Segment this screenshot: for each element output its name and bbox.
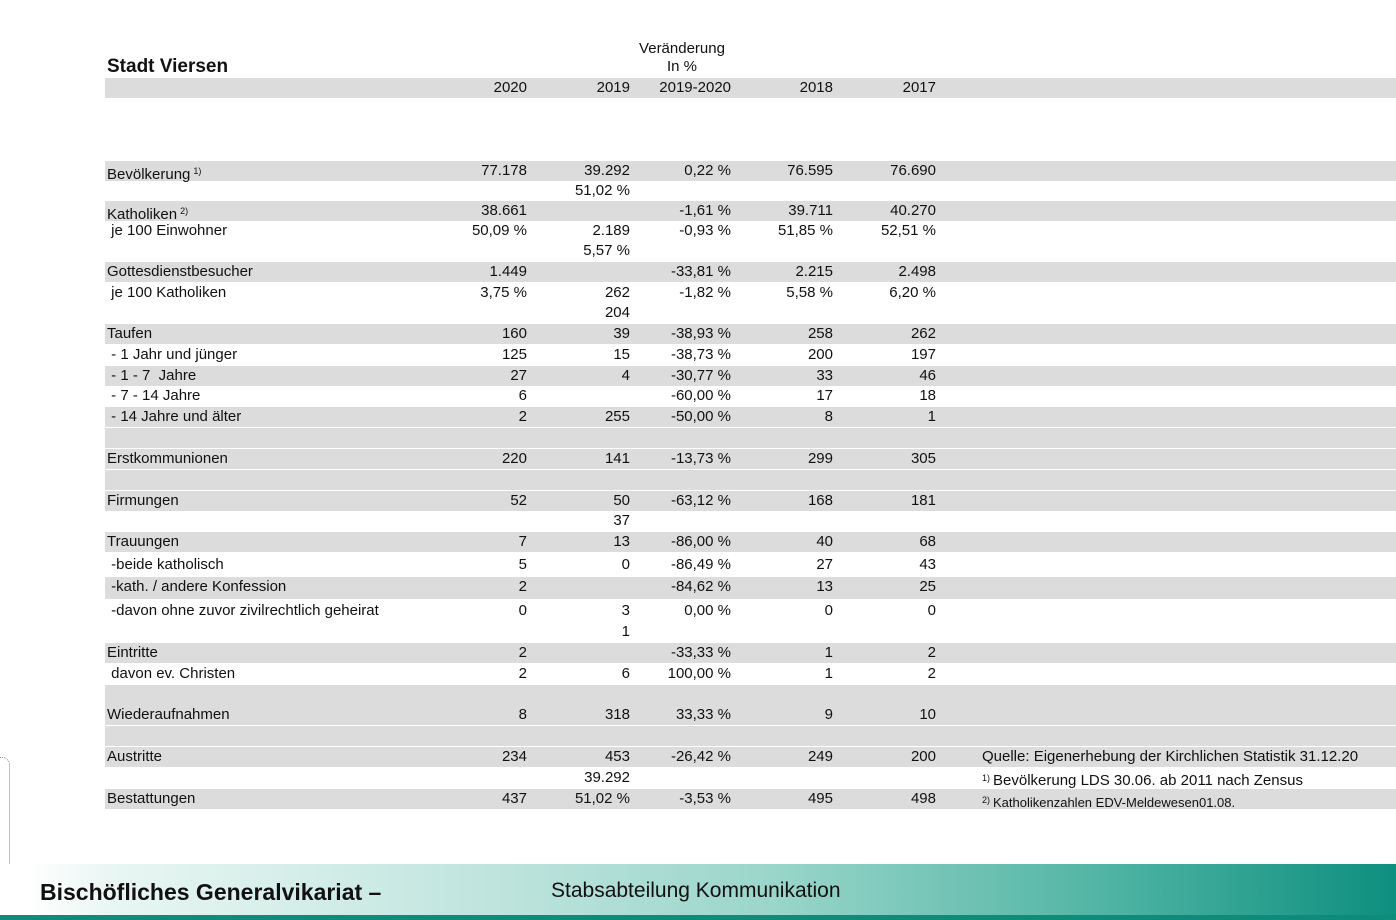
row-label xyxy=(107,747,162,767)
row-band xyxy=(105,532,1396,552)
value-2017: 25 xyxy=(919,578,936,595)
value-2018: 17 xyxy=(816,387,833,404)
row-label xyxy=(107,324,152,344)
row-label-text: -kath. / andere Konfession xyxy=(107,578,287,595)
value-2019: 5,57 % xyxy=(583,242,630,259)
row-label-text: Trauungen xyxy=(107,533,179,550)
header-2020: 2020 xyxy=(493,79,527,96)
value-2018: 33 xyxy=(816,367,833,384)
row-band xyxy=(105,201,1396,221)
row-label-text: - 14 Jahre und älter xyxy=(107,408,242,425)
row-label xyxy=(107,577,286,597)
spacer-band xyxy=(105,428,1396,448)
value-2019: 50 xyxy=(613,492,630,509)
value-change: -1,61 % xyxy=(679,202,731,219)
value-2019: 37 xyxy=(613,512,630,529)
spacer-band xyxy=(105,726,1396,746)
value-2017: 197 xyxy=(910,346,936,363)
value-2020: 50,09 % xyxy=(471,222,527,239)
footnote-2-text: Katholikenzahlen EDV-Meldewesen01.08. xyxy=(993,795,1236,810)
row-label-text: je 100 Einwohner xyxy=(107,222,228,239)
value-2018: 40 xyxy=(816,533,833,550)
value-change: 100,00 % xyxy=(667,665,731,682)
row-label xyxy=(107,491,179,511)
value-2019: 39.292 xyxy=(584,769,630,786)
value-2020: 2 xyxy=(518,665,527,682)
value-2020: 437 xyxy=(501,790,527,807)
value-2020: 1.449 xyxy=(489,263,527,280)
value-change: -33,33 % xyxy=(670,644,731,661)
value-2018: 76.595 xyxy=(787,162,833,179)
value-2018: 5,58 % xyxy=(786,284,833,301)
spacer-band xyxy=(105,470,1396,490)
value-2018: 9 xyxy=(824,706,833,723)
change-header-line1: Veränderung xyxy=(639,40,725,57)
value-change: -38,93 % xyxy=(670,325,731,342)
value-change: -60,00 % xyxy=(670,387,731,404)
value-2018: 2.215 xyxy=(795,263,833,280)
row-label-text: Bevölkerung xyxy=(107,166,191,183)
footer-department: Stabsabteilung Kommunikation xyxy=(551,879,841,902)
row-band xyxy=(105,161,1396,181)
value-2020: 160 xyxy=(501,325,527,342)
row-label xyxy=(107,601,379,621)
value-change: 0,22 % xyxy=(684,162,731,179)
footnote-mark: 2) xyxy=(180,206,189,216)
value-2018: 249 xyxy=(807,748,833,765)
value-change: 0,00 % xyxy=(684,602,731,619)
row-band xyxy=(105,449,1396,469)
value-2018: 1 xyxy=(824,665,833,682)
value-2019: 15 xyxy=(613,346,630,363)
footnote-1 xyxy=(982,768,1303,791)
value-2020: 8 xyxy=(518,706,527,723)
value-2017: 76.690 xyxy=(890,162,936,179)
row-band xyxy=(105,643,1396,663)
row-label xyxy=(107,221,227,241)
value-2019: 453 xyxy=(604,748,630,765)
value-2020: 6 xyxy=(518,387,527,404)
value-2019: 2.189 xyxy=(592,222,630,239)
row-band xyxy=(105,577,1396,599)
row-band xyxy=(105,324,1396,344)
value-2019: 318 xyxy=(604,706,630,723)
value-2020: 220 xyxy=(501,450,527,467)
value-2019: 1 xyxy=(621,623,630,640)
value-2018: 299 xyxy=(807,450,833,467)
row-band xyxy=(105,407,1396,427)
row-band xyxy=(105,491,1396,511)
row-label-text: -davon ohne zuvor zivilrechtlich geheirat xyxy=(107,602,379,619)
footer-organization: Bischöfliches Generalvikariat – xyxy=(40,879,382,905)
value-2018: 168 xyxy=(807,492,833,509)
value-2017: 10 xyxy=(919,706,936,723)
value-2017: 305 xyxy=(910,450,936,467)
source-note: Quelle: Eigenerhebung der Kirchlichen Statistik 31.12.20 xyxy=(982,748,1359,765)
row-label xyxy=(107,161,201,185)
value-2018: 8 xyxy=(824,408,833,425)
value-2018: 258 xyxy=(807,325,833,342)
row-label-text: Eintritte xyxy=(107,644,158,661)
change-header xyxy=(630,40,734,76)
value-change: -86,00 % xyxy=(670,533,731,550)
row-label-text: Taufen xyxy=(107,325,153,342)
header-2019: 2019 xyxy=(596,79,630,96)
value-2019: 6 xyxy=(621,665,630,682)
value-2017: 40.270 xyxy=(890,202,936,219)
value-2020: 38.661 xyxy=(481,202,527,219)
value-2019: 0 xyxy=(621,556,630,573)
row-label xyxy=(107,366,196,386)
header-change: 2019-2020 xyxy=(659,79,731,96)
footnote-1-mark: 1) xyxy=(982,773,991,783)
footer-line xyxy=(0,915,1396,920)
value-2020: 27 xyxy=(510,367,527,384)
value-2020: 3,75 % xyxy=(480,284,527,301)
value-2017: 2.498 xyxy=(898,263,936,280)
value-change: -84,62 % xyxy=(670,578,731,595)
row-label-text: -beide katholisch xyxy=(107,556,224,573)
value-2017: 43 xyxy=(919,556,936,573)
value-2017: 181 xyxy=(910,492,936,509)
value-change: -50,00 % xyxy=(670,408,731,425)
row-label-text: - 7 - 14 Jahre xyxy=(107,387,201,404)
value-change: -86,49 % xyxy=(670,556,731,573)
row-label xyxy=(107,345,237,365)
value-change: -3,53 % xyxy=(679,790,731,807)
value-2019: 51,02 % xyxy=(574,182,630,199)
value-2017: 18 xyxy=(919,387,936,404)
row-label-text: - 1 - 7 Jahre xyxy=(107,367,197,384)
value-2019: 39.292 xyxy=(584,162,630,179)
value-2020: 2 xyxy=(518,644,527,661)
value-2019: 3 xyxy=(621,602,630,619)
value-2017: 1 xyxy=(927,408,936,425)
row-label-text: Erstkommunionen xyxy=(107,450,228,467)
change-header-line2: In % xyxy=(666,58,697,75)
value-2020: 52 xyxy=(510,492,527,509)
row-label-text: Austritte xyxy=(107,748,163,765)
value-change: 33,33 % xyxy=(675,706,731,723)
value-2019: 255 xyxy=(604,408,630,425)
value-change: -0,93 % xyxy=(679,222,731,239)
value-2019: 51,02 % xyxy=(574,790,630,807)
footnote-2-mark: 2) xyxy=(982,795,991,805)
row-label-text: davon ev. Christen xyxy=(107,665,236,682)
value-2017: 2 xyxy=(927,665,936,682)
value-2020: 234 xyxy=(501,748,527,765)
value-2020: 7 xyxy=(518,533,527,550)
value-2020: 77.178 xyxy=(481,162,527,179)
row-label-text: je 100 Katholiken xyxy=(107,284,227,301)
row-label xyxy=(107,643,158,663)
header-band xyxy=(105,78,1396,98)
value-change: -13,73 % xyxy=(670,450,731,467)
row-label xyxy=(107,789,195,809)
row-label xyxy=(107,386,200,406)
spacer-band xyxy=(105,685,1396,705)
row-band xyxy=(105,705,1396,725)
value-2017: 68 xyxy=(919,533,936,550)
row-label-text: Bestattungen xyxy=(107,790,196,807)
row-label-text: Wiederaufnahmen xyxy=(107,706,230,723)
value-2020: 2 xyxy=(518,408,527,425)
row-label xyxy=(107,449,228,469)
value-2018: 0 xyxy=(824,602,833,619)
value-2018: 27 xyxy=(816,556,833,573)
value-change: -26,42 % xyxy=(670,748,731,765)
value-2017: 46 xyxy=(919,367,936,384)
value-2018: 51,85 % xyxy=(777,222,833,239)
value-change: -30,77 % xyxy=(670,367,731,384)
value-2017: 0 xyxy=(927,602,936,619)
value-2018: 495 xyxy=(807,790,833,807)
value-change: -1,82 % xyxy=(679,284,731,301)
value-2017: 52,51 % xyxy=(880,222,936,239)
value-2017: 262 xyxy=(910,325,936,342)
value-2017: 2 xyxy=(927,644,936,661)
value-2019: 4 xyxy=(621,367,630,384)
value-2019: 39 xyxy=(613,325,630,342)
value-2018: 13 xyxy=(816,578,833,595)
row-label xyxy=(107,705,230,725)
header-2018: 2018 xyxy=(799,79,833,96)
row-label xyxy=(107,283,226,303)
footnote-mark: 1) xyxy=(193,166,202,176)
value-2019: 262 xyxy=(604,284,630,301)
row-label xyxy=(107,532,179,552)
page-title: Stadt Viersen xyxy=(107,56,229,77)
value-2018: 39.711 xyxy=(788,202,833,219)
value-2018: 200 xyxy=(807,346,833,363)
value-change: -33,81 % xyxy=(670,263,731,280)
value-2020: 2 xyxy=(518,578,527,595)
row-label-text: Gottesdienstbesucher xyxy=(107,263,253,280)
value-2019: 141 xyxy=(604,450,630,467)
value-2019: 13 xyxy=(613,533,630,550)
row-label-text: - 1 Jahr und jünger xyxy=(107,346,238,363)
row-label xyxy=(107,664,235,684)
value-2020: 0 xyxy=(518,602,527,619)
value-change: -63,12 % xyxy=(670,492,731,509)
row-label-text: Firmungen xyxy=(107,492,179,509)
row-band xyxy=(105,366,1396,386)
value-2017: 6,20 % xyxy=(889,284,936,301)
header-2017: 2017 xyxy=(902,79,936,96)
footnote-1-text: Bevölkerung LDS 30.06. ab 2011 nach Zensus xyxy=(993,772,1303,789)
row-label xyxy=(107,555,224,575)
row-label xyxy=(107,262,253,282)
value-2018: 1 xyxy=(824,644,833,661)
row-band xyxy=(105,262,1396,282)
value-2020: 125 xyxy=(501,346,527,363)
value-2019: 204 xyxy=(604,304,630,321)
value-2020: 5 xyxy=(518,556,527,573)
row-label-text: Katholiken xyxy=(107,206,178,223)
row-label xyxy=(107,407,241,427)
footnote-2 xyxy=(982,790,1235,813)
value-2017: 498 xyxy=(910,790,936,807)
value-2017: 200 xyxy=(910,748,936,765)
value-change: -38,73 % xyxy=(670,346,731,363)
